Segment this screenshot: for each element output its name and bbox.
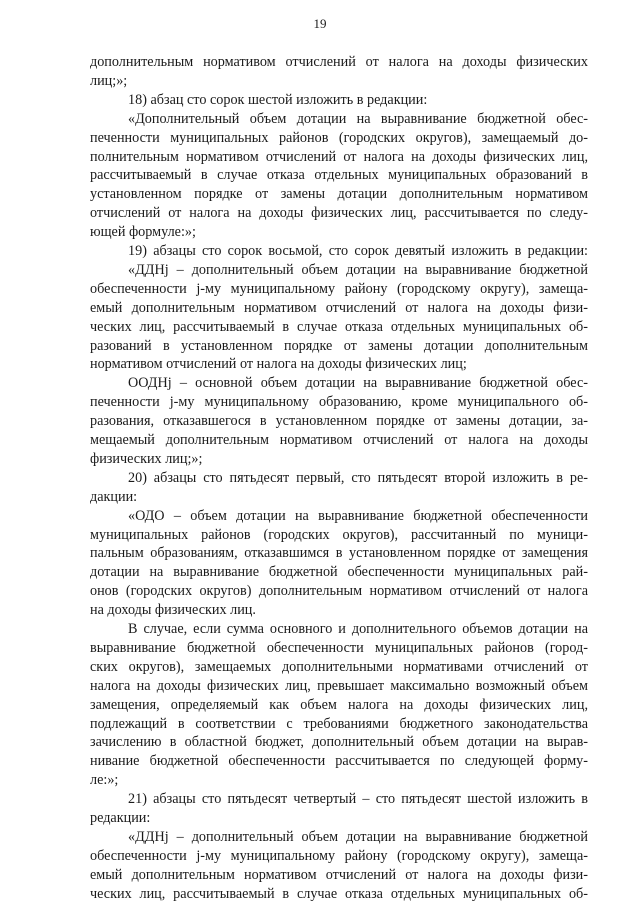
text-line: редакции:	[90, 810, 151, 826]
text-line: пальным образованиям, отказавшимся в установленном порядке от замещения	[90, 545, 588, 562]
text-line: «ДДНj – дополнительный объем дотации на выравнивание бюджетной	[128, 828, 588, 845]
text-line: 20) абзацы сто пятьдесят первый, сто пятьдесят второй изложить в ре-	[128, 469, 588, 486]
text-line: налога на доходы физических лиц, превышает максимально возможный объем	[90, 677, 588, 694]
text-line: 19) абзацы сто сорок восьмой, сто сорок девятый изложить в редакции:	[128, 243, 588, 259]
text-line: замещения, определяемый как объем налога на доходы физических лиц,	[90, 696, 588, 713]
text-line: печенности муниципальных районов (городских округов), замещаемый до-	[90, 129, 588, 146]
text-line: В случае, если сумма основного и дополнительного объемов дотации на	[128, 621, 588, 637]
text-line: подлежащий в соответствии с требованиями бюджетного законодательства	[90, 715, 588, 732]
text-line: ческих лиц, рассчитываемый в случае отказа отдельных муниципальных об-	[90, 885, 588, 902]
text-line: разований в установленном порядке от замены дотации дополнительным	[90, 337, 588, 354]
text-line: онов (городских округов) дополнительным нормативом отчислений от налога	[90, 583, 588, 600]
text-line: мещаемый дополнительным нормативом отчислений от налога на доходы	[90, 432, 588, 448]
text-line: «Дополнительный объем дотации на выравнивание бюджетной обес-	[128, 110, 588, 127]
text-line: ских округов), замещаемых дополнительными нормативами отчислений от	[90, 658, 588, 675]
text-line: муниципальных районов (городских округов), рассчитанный по муници-	[90, 526, 588, 543]
text-line: зачислению в областной бюджет, дополнительный объем дотации на вырав-	[90, 734, 588, 751]
text-line: установленном порядке от замены дотации дополнительным нормативом	[90, 186, 588, 203]
text-line: рассчитываемый в случае отказа отдельных муниципальных образований в	[90, 167, 588, 184]
text-line: ООДНj – основной объем дотации на выравнивание бюджетной обес-	[128, 375, 588, 392]
text-line: обеспеченности j-му муниципальному району (городскому округу), замеща-	[90, 847, 588, 864]
text-line: полнительным нормативом отчислений от налога на доходы физических лиц,	[90, 148, 588, 165]
text-line: «ДДНj – дополнительный объем дотации на выравнивание бюджетной	[128, 261, 588, 278]
text-line: дакции:	[90, 488, 138, 505]
page-number: 19	[313, 16, 327, 31]
text-line: на доходы физических лиц.	[90, 602, 256, 619]
text-line: физических лиц;»;	[90, 450, 203, 467]
text-line: ческих лиц, рассчитываемый в случае отказа отдельных муниципальных об-	[90, 318, 588, 335]
text-line: «ОДО – объем дотации на выравнивание бюджетной обеспеченности	[128, 507, 588, 524]
text-line: емый дополнительным нормативом отчислений от налога на доходы физи-	[90, 299, 588, 316]
text-line: 18) абзац сто сорок шестой изложить в редакции:	[128, 91, 428, 108]
text-line: емый дополнительным нормативом отчислений от налога на доходы физи-	[90, 866, 588, 883]
text-line: ющей формуле:»;	[90, 224, 196, 241]
text-line: печенности j-му муниципальному образованию, кроме муниципального об-	[90, 394, 588, 411]
text-line: дотации на выравнивание бюджетной обеспеченности муниципальных рай-	[90, 564, 588, 581]
text-line: дополнительным нормативом отчислений от налога на доходы физических	[90, 54, 588, 70]
text-line: нивание бюджетной обеспеченности рассчитывается по следующей форму-	[90, 753, 588, 770]
text-line: 21) абзацы сто пятьдесят четвертый – сто пятьдесят шестой изложить в	[128, 791, 588, 808]
text-line: выравнивание бюджетной обеспеченности муниципальных районов (город-	[90, 639, 588, 656]
text-line: разования, отказавшегося в установленном порядке от замены дотации, за-	[90, 413, 588, 430]
text-line: нормативом отчислений от налога на доходы физических лиц;	[90, 356, 467, 373]
text-line: лиц;»;	[90, 72, 128, 89]
text-line: ле:»;	[90, 772, 119, 789]
text-line: обеспеченности j-му муниципальному району (городскому округу), замеща-	[90, 280, 588, 297]
text-line: отчислений от налога на доходы физических лиц, рассчитывается по следу-	[90, 205, 588, 222]
